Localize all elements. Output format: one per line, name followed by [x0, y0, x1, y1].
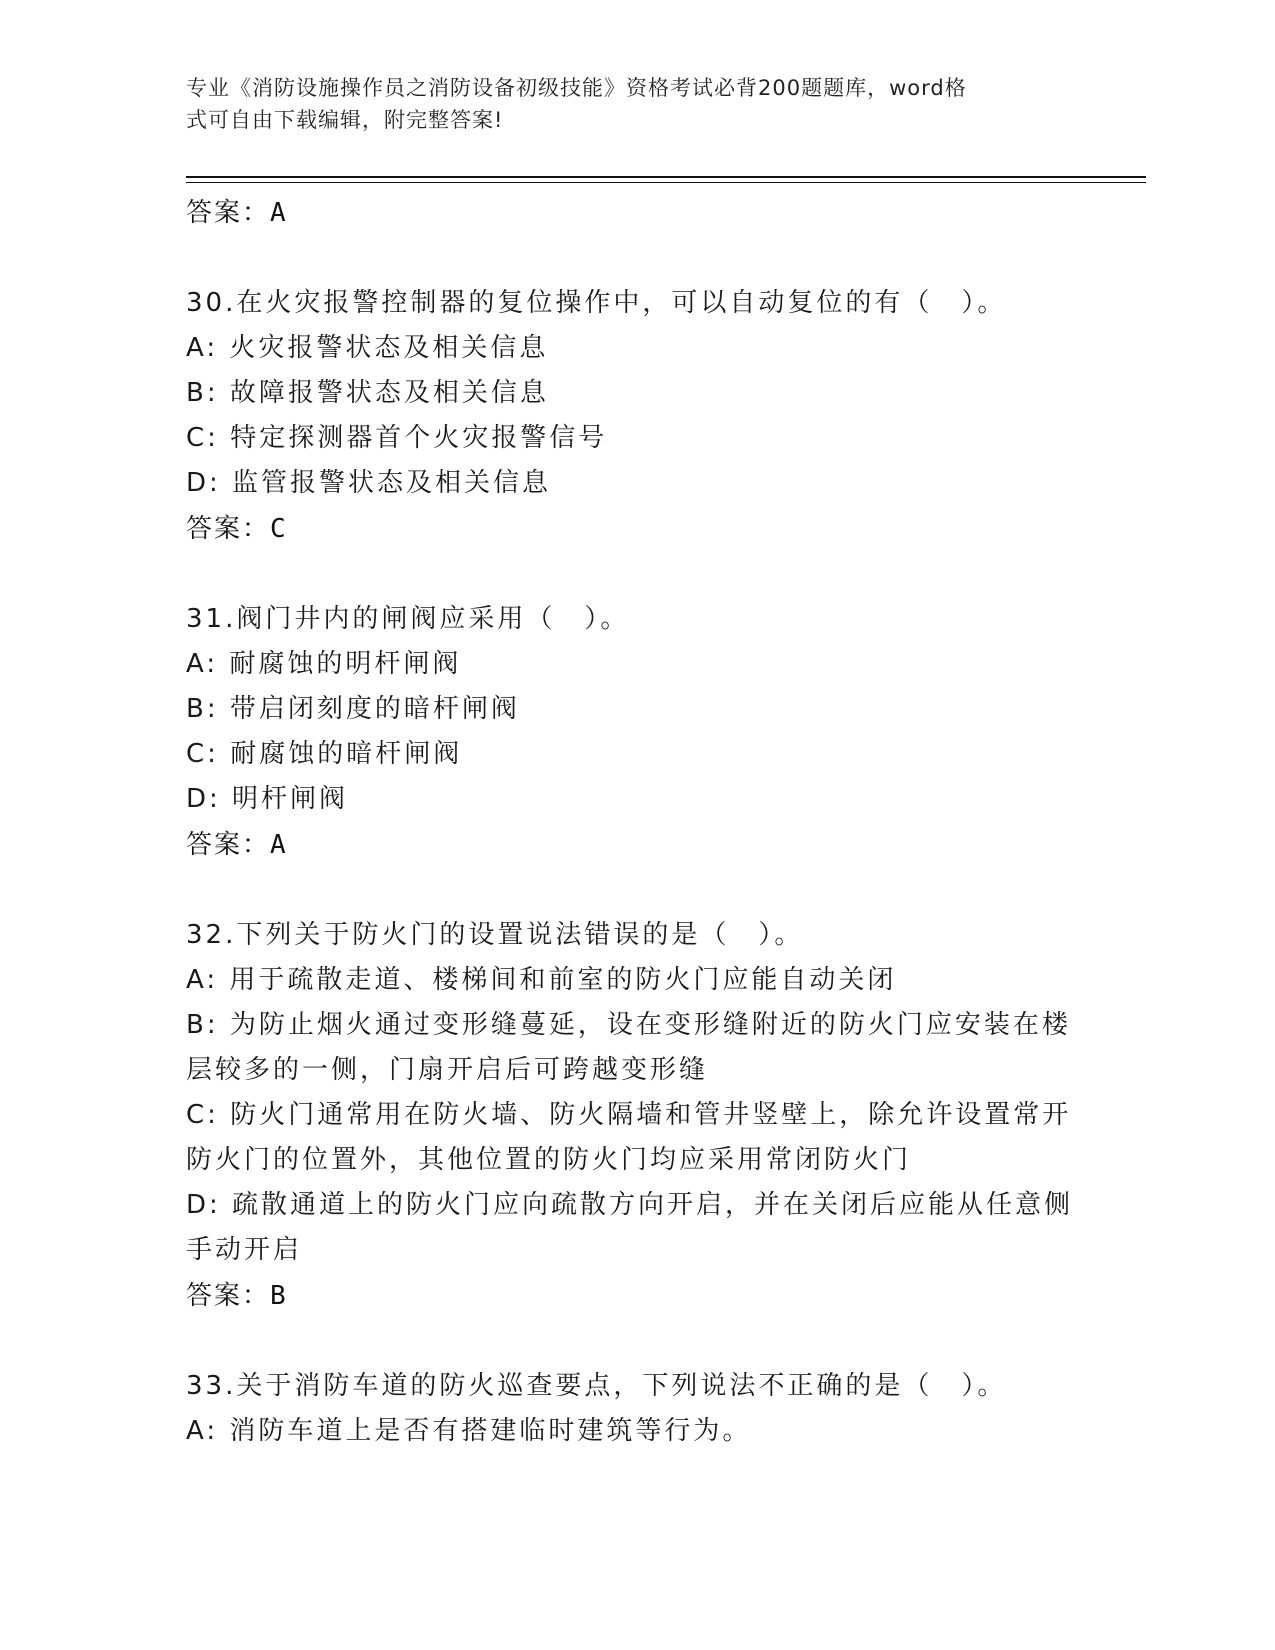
option-letter: D: [186, 784, 221, 814]
answer-label: 答案： [186, 1281, 271, 1311]
question-option [186, 1093, 1076, 1183]
option-letter: A: [186, 649, 219, 679]
question-block [186, 597, 1076, 868]
question-option [186, 777, 1076, 822]
option-text: 耐腐蚀的明杆闸阀 [229, 649, 462, 679]
question-option [186, 371, 1076, 416]
question-option [186, 416, 1076, 461]
option-letter: C: [186, 1100, 219, 1130]
question-option [186, 642, 1076, 687]
question-stem: 30.在火灾报警控制器的复位操作中，可以自动复位的有（ ）。 [186, 288, 1007, 318]
answer-value: A [270, 830, 286, 860]
answer-line [186, 506, 1076, 552]
header-line-2: 式可自由下载编辑，附完整答案! [186, 108, 504, 132]
question-option [186, 326, 1076, 371]
question-option [186, 732, 1076, 777]
option-text: 用于疏散走道、楼梯间和前室的防火门应能自动关闭 [229, 965, 897, 995]
question-spacer [186, 552, 1076, 597]
answer-label: 答案： [186, 830, 271, 860]
option-text: 疏散通道上的防火门应向疏散方向开启，并在关闭后应能从任意侧手动开启 [186, 1190, 1074, 1265]
option-letter: D: [186, 1190, 221, 1220]
option-text: 消防车道上是否有搭建临时建筑等行为。 [229, 1416, 752, 1446]
question-option [186, 1409, 1076, 1454]
option-letter: D: [186, 468, 221, 498]
answer-line [186, 822, 1076, 868]
answer-line [186, 190, 1076, 236]
option-letter: A: [186, 1416, 219, 1446]
answer-label: 答案： [186, 198, 271, 228]
question-stem: 33.关于消防车道的防火巡查要点，下列说法不正确的是（ ）。 [186, 1371, 1007, 1401]
option-text: 明杆闸阀 [232, 784, 349, 814]
option-text: 故障报警状态及相关信息 [229, 378, 549, 408]
question-spacer [186, 236, 1076, 281]
question-block [186, 281, 1076, 552]
question-option [186, 461, 1076, 506]
answer-line [186, 1273, 1076, 1319]
question-option [186, 1003, 1076, 1093]
question-spacer [186, 868, 1076, 913]
option-letter: C: [186, 739, 219, 769]
option-letter: A: [186, 333, 219, 363]
question-block [186, 913, 1076, 1319]
option-text: 火灾报警状态及相关信息 [229, 333, 549, 363]
question-option [186, 1183, 1076, 1273]
option-letter: B: [186, 378, 219, 408]
question-stem: 32.下列关于防火门的设置说法错误的是（ ）。 [186, 920, 804, 950]
header-rule-thick [186, 176, 1146, 178]
option-letter: B: [186, 694, 219, 724]
question-block [186, 1364, 1076, 1454]
option-text: 耐腐蚀的暗杆闸阀 [230, 739, 463, 769]
option-letter: A: [186, 965, 219, 995]
question-option [186, 958, 1076, 1003]
header-line-1: 专业《消防设施操作员之消防设备初级技能》资格考试必背200题题库，word格 [186, 76, 967, 100]
answer-value: A [270, 198, 286, 228]
option-text: 带启闭刻度的暗杆闸阀 [229, 694, 520, 724]
answer-value: B [270, 1281, 286, 1311]
answer-value: C [270, 514, 286, 544]
question-list [186, 190, 1076, 1454]
option-text: 为防止烟火通过变形缝蔓延，设在变形缝附近的防火门应安装在楼层较多的一侧，门扇开启后可跨越变形缝 [186, 1010, 1071, 1085]
question-stem: 31.阀门井内的闸阀应采用（ ）。 [186, 604, 630, 634]
document-header [186, 72, 1066, 136]
answer-label: 答案： [186, 514, 271, 544]
option-text: 防火门通常用在防火墙、防火隔墙和管井竖壁上，除允许设置常开防火门的位置外，其他位置的防火门均应采用常闭防火门 [186, 1100, 1072, 1175]
header-rule-thin [186, 182, 1146, 183]
option-text: 特定探测器首个火灾报警信号 [230, 423, 608, 453]
option-text: 监管报警状态及相关信息 [232, 468, 552, 498]
option-letter: B: [186, 1010, 219, 1040]
option-letter: C: [186, 423, 219, 453]
question-spacer [186, 1319, 1076, 1364]
question-option [186, 687, 1076, 732]
